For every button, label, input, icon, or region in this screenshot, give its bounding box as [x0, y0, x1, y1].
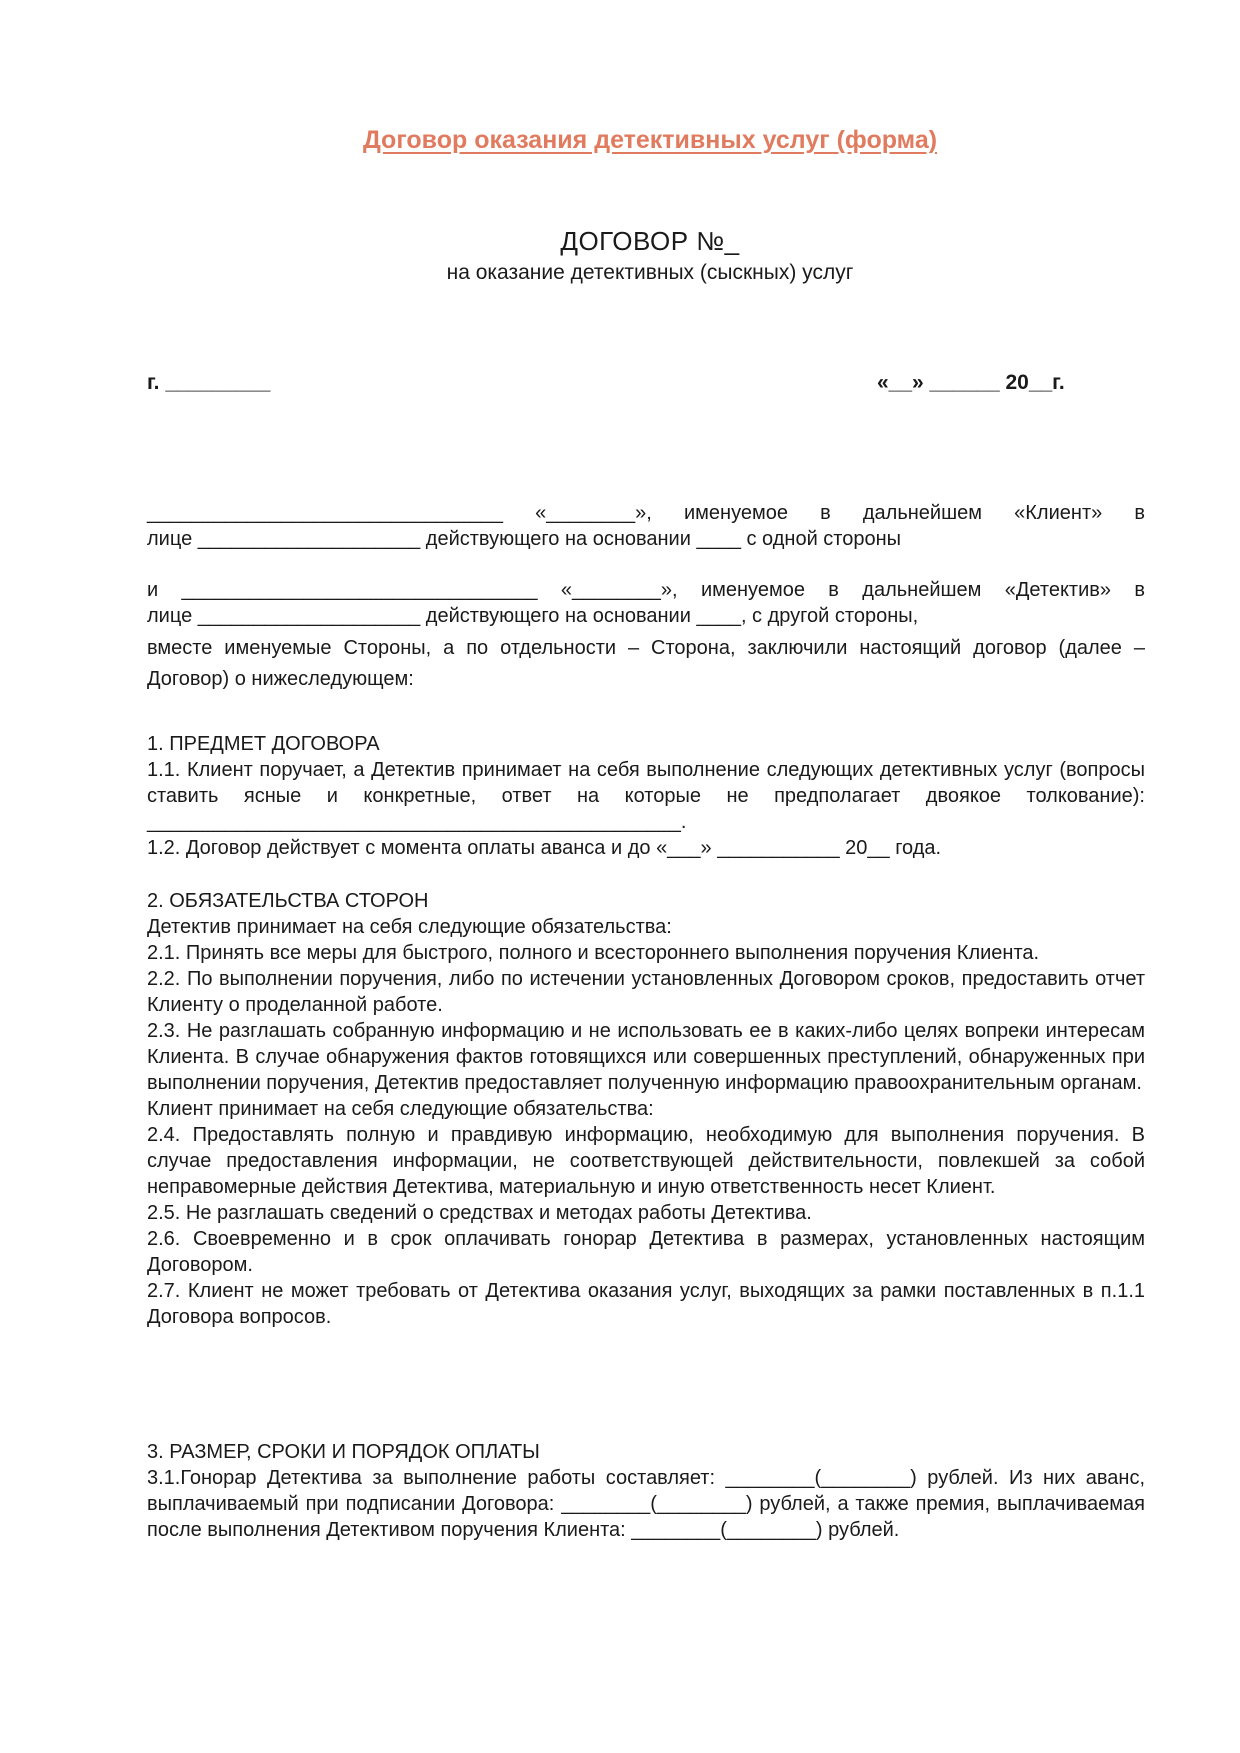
- section-3: [147, 1439, 1145, 1543]
- section-2: [147, 888, 1145, 1330]
- city-field: г. _________: [147, 371, 271, 394]
- detective-party-block: [147, 577, 1145, 695]
- client-party-line-2: лице ____________________ действующего на основании ____ с одной стороны: [147, 528, 902, 550]
- section-2-heading: 2. ОБЯЗАТЕЛЬСТВА СТОРОН: [147, 890, 429, 912]
- parties-together-paragraph: вместе именуемые Стороны, а по отдельности – Сторона, заключили настоящий договор (далее – Договор) о нижеследующем:: [147, 637, 1145, 690]
- clause-2-5: 2.5. Не разглашать сведений о средствах и методах работы Детектива.: [147, 1202, 812, 1224]
- detective-party-line-2: лице ____________________ действующего на основании ____, с другой стороны,: [147, 605, 919, 627]
- clause-2-3: 2.3. Не разглашать собранную информацию и не использовать ее в каких-либо целях вопреки интересам Клиента. В случае обнаружения фактов готовящихся или совершенных преступлений, обнаруженных при выполнении поручения, Детектив предоставляет полученную информацию правоохранительным органам.: [147, 1020, 1145, 1094]
- contract-title: ДОГОВОР №_: [560, 226, 740, 256]
- date-field: «__» ______ 20__г.: [877, 371, 1065, 394]
- clause-2-4: 2.4. Предоставлять полную и правдивую информацию, необходимую для выполнения поручения. В случае предоставления информации, не соответствующей действительности, повлекшей за собой неправомерные действия Детектива, материальную и иную ответственность несет Клиент.: [147, 1124, 1145, 1198]
- document-link-title[interactable]: Договор оказания детективных услуг (форма): [362, 126, 938, 154]
- client-obligations-intro: Клиент принимает на себя следующие обязательства:: [147, 1098, 654, 1120]
- contract-subtitle: на оказание детективных (сыскных) услуг: [446, 261, 854, 284]
- section-1-heading: 1. ПРЕДМЕТ ДОГОВОРА: [147, 733, 380, 755]
- clause-3-1: 3.1.Гонорар Детектива за выполнение работы составляет: ________(________) рублей. Из них аванс, выплачиваемый при подписании Договора: ________(________) рублей, а также премия, выплачиваемая после выполнения Детективом поручения Клиента: ________(________) рублей.: [147, 1467, 1145, 1541]
- clause-1-2: 1.2. Договор действует с момента оплаты аванса и до «___» ___________ 20__ года.: [147, 837, 942, 859]
- client-party-line-1: ________________________________ «________», именуемое в дальнейшем «Клиент» в: [147, 502, 1145, 524]
- clause-2-6: 2.6. Своевременно и в срок оплачивать гонорар Детектива в размерах, установленных настоящим Договором.: [147, 1228, 1145, 1276]
- clause-2-2: 2.2. По выполнении поручения, либо по истечении установленных Договором сроков, предоставить отчет Клиенту о проделанной работе.: [147, 968, 1145, 1016]
- clause-1-1: 1.1. Клиент поручает, а Детектив принимает на себя выполнение следующих детективных услуг (вопросы ставить ясные и конкретные, ответ на которые не предполагает двоякое толкование): ________________________________________________.: [147, 759, 1145, 833]
- clause-2-7: 2.7. Клиент не может требовать от Детектива оказания услуг, выходящих за рамки поставленных в п.1.1 Договора вопросов.: [147, 1280, 1145, 1328]
- clause-2-1: 2.1. Принять все меры для быстрого, полного и всестороннего выполнения поручения Клиента.: [147, 942, 1040, 964]
- section-1: [147, 731, 1145, 861]
- section-3-heading: 3. РАЗМЕР, СРОКИ И ПОРЯДОК ОПЛАТЫ: [147, 1441, 540, 1463]
- parties-block: [147, 500, 1145, 552]
- detective-obligations-intro: Детектив принимает на себя следующие обязательства:: [147, 916, 672, 938]
- detective-party-line-1: и ________________________________ «________», именуемое в дальнейшем «Детектив» в: [147, 579, 1145, 601]
